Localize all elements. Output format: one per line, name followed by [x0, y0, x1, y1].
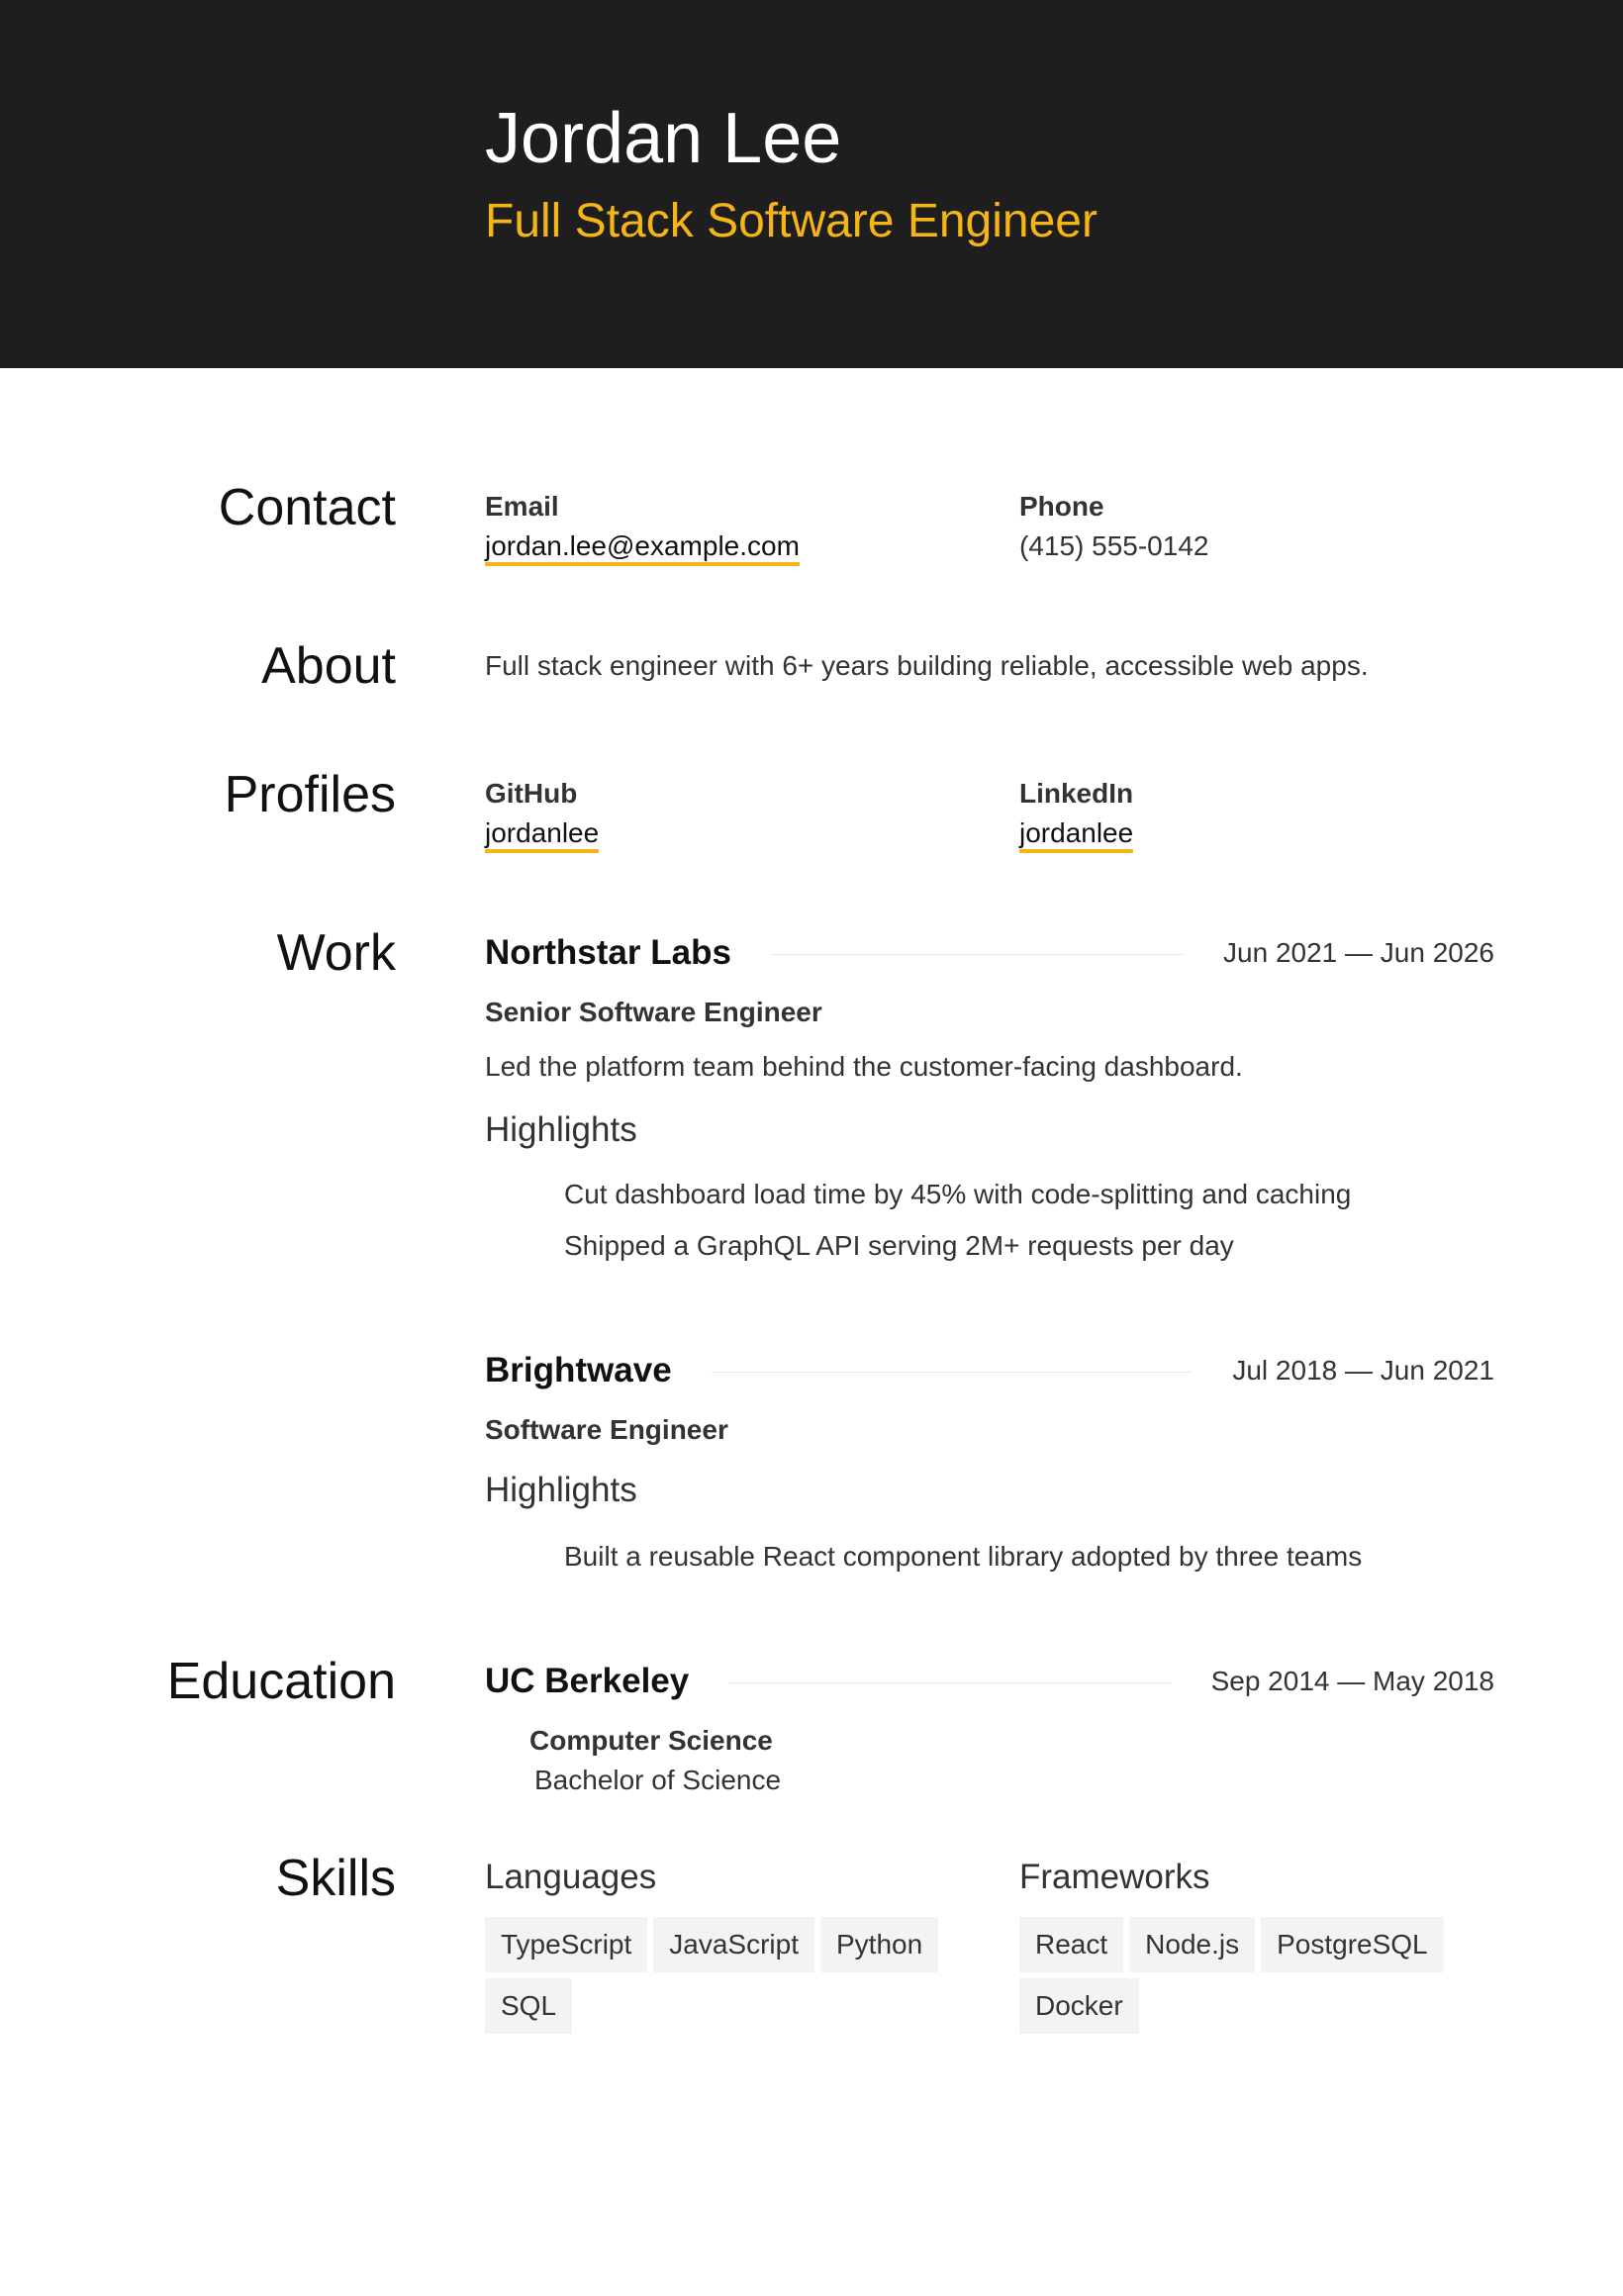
highlight-item: Built a reusable React component library adopted by three teams [564, 1541, 1363, 1572]
highlight-item: Shipped a GraphQL API serving 2M+ requests per day [564, 1230, 1234, 1261]
section-heading-about: About [261, 637, 396, 695]
section-heading-education: Education [166, 1653, 396, 1710]
skill-tag: React [1019, 1917, 1123, 1972]
skill-group-name: Languages [485, 1858, 657, 1896]
profile-network-linkedin: LinkedIn [1019, 778, 1134, 809]
github-link[interactable]: jordanlee [485, 817, 599, 853]
highlight-item: Cut dashboard load time by 45% with code-splitting and caching [564, 1179, 1352, 1209]
candidate-name: Jordan Lee [485, 99, 842, 178]
skill-tags [1019, 1917, 1484, 2034]
section-heading-skills: Skills [275, 1850, 396, 1907]
skill-tag: Node.js [1129, 1917, 1255, 1972]
highlights-heading: Highlights [485, 1471, 637, 1509]
email-label: Email [485, 491, 559, 522]
work-company: Brightwave [485, 1349, 712, 1392]
skill-tag: Python [820, 1917, 938, 1972]
phone-label: Phone [1019, 491, 1104, 522]
profile-network-github: GitHub [485, 778, 578, 809]
profile-username-github [485, 817, 599, 849]
work-dates: Jun 2021 — Jun 2026 [1184, 931, 1494, 975]
phone-value: (415) 555-0142 [1019, 530, 1209, 561]
candidate-title: Full Stack Software Engineer [485, 195, 1098, 247]
education-degree: Bachelor of Science [534, 1765, 782, 1795]
email-value [485, 530, 800, 562]
skill-tag: JavaScript [653, 1917, 814, 1972]
skill-tag: Docker [1019, 1978, 1139, 2034]
profile-username-linkedin [1019, 817, 1133, 849]
skill-group-name: Frameworks [1019, 1858, 1210, 1896]
highlights-heading: Highlights [485, 1110, 637, 1149]
resume-header [0, 0, 1623, 368]
work-position: Software Engineer [485, 1414, 728, 1445]
education-dates: Sep 2014 — May 2018 [1172, 1660, 1494, 1703]
work-entry-header [485, 931, 1494, 975]
skill-tag: TypeScript [485, 1917, 647, 1972]
work-entry-header [485, 1349, 1494, 1392]
work-summary: Led the platform team behind the customer-facing dashboard. [485, 1051, 1243, 1082]
email-link[interactable]: jordan.lee@example.com [485, 530, 800, 566]
work-position: Senior Software Engineer [485, 997, 822, 1027]
section-heading-profiles: Profiles [224, 766, 396, 823]
linkedin-link[interactable]: jordanlee [1019, 817, 1133, 853]
about-text: Full stack engineer with 6+ years building reliable, accessible web apps. [485, 650, 1369, 681]
section-heading-contact: Contact [218, 479, 396, 536]
education-area: Computer Science [529, 1725, 773, 1756]
education-entry-header [485, 1660, 1494, 1703]
section-heading-work: Work [276, 924, 396, 982]
education-institution: UC Berkeley [485, 1660, 728, 1703]
skill-tags [485, 1917, 950, 2034]
work-company: Northstar Labs [485, 931, 771, 975]
skill-tag: SQL [485, 1978, 572, 2034]
skill-tag: PostgreSQL [1261, 1917, 1444, 1972]
work-dates: Jul 2018 — Jun 2021 [1193, 1349, 1494, 1392]
